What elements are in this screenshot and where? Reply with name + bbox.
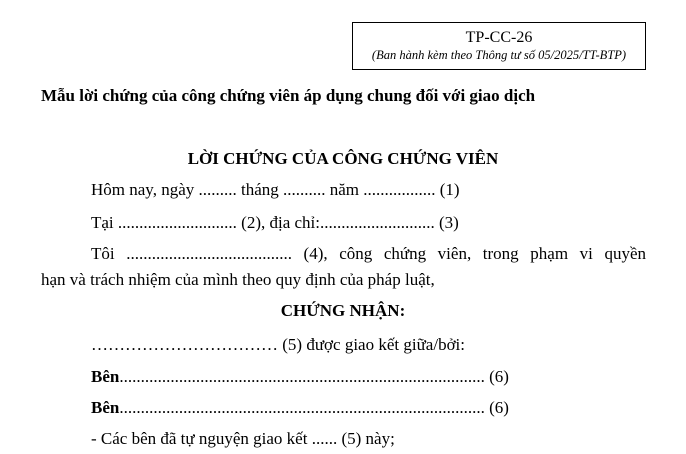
document-title: LỜI CHỨNG CỦA CÔNG CHỨNG VIÊN [187,149,499,168]
party-2-label: Bên [91,398,120,417]
form-title: Mẫu lời chứng của công chứng viên áp dụng chung đối với giao dịch [41,86,536,105]
certify-title: CHỨNG NHẬN: [280,301,406,320]
party-1-fill: ...................................................................................... (6) [119,367,509,386]
form-code-box [352,22,646,70]
date-line: Hôm nay, ngày ......... tháng .......... năm ................. (1) [91,180,460,199]
party-1-line [91,367,509,387]
party-2-line [91,398,509,418]
place-line: Tại ............................ (2), địa chỉ:........................... (3) [91,213,459,232]
party-1-label: Bên [91,367,120,386]
form-code: TP-CC-26 [465,29,533,46]
party-2-fill: ...................................................................................... (6) [119,398,509,417]
notary-line-2: hạn và trách nhiệm của mình theo quy định của pháp luật, [41,270,435,289]
transaction-line: …………………………… (5) được giao kết giữa/bởi: [91,335,465,354]
form-code-subtitle: (Ban hành kèm theo Thông tư số 05/2025/TT-BTP) [371,48,627,62]
notary-line-1: Tôi ....................................... (4), công chứng viên, trong phạm vi quyền [91,244,646,263]
voluntary-line: - Các bên đã tự nguyện giao kết ...... (5) này; [91,429,395,448]
